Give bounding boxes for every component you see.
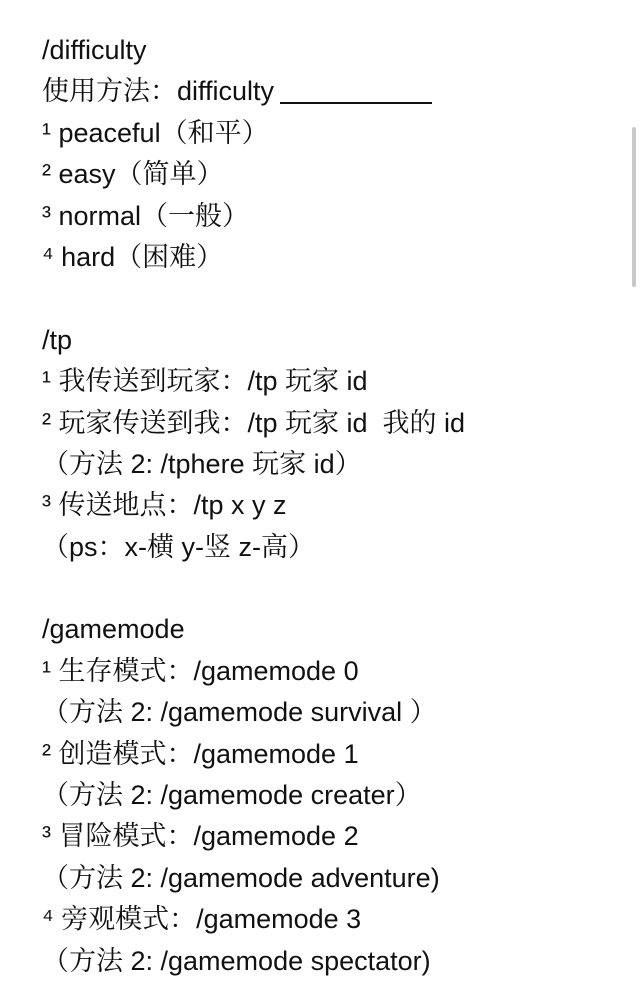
gamemode-survival-alt: （方法 2: /gamemode survival ） <box>42 697 437 728</box>
difficulty-option-peaceful: ¹ peaceful（和平） <box>42 117 269 148</box>
gamemode-adventure: ³ 冒险模式：/gamemode 2 <box>42 821 359 852</box>
difficulty-option-normal: ³ normal（一般） <box>42 200 250 231</box>
tp-item-player-to-me: ² 玩家传送到我：/tp 玩家 id 我的 id <box>42 407 466 438</box>
tp-item-ps-note: （ps：x-横 y-竖 z-高） <box>42 531 315 562</box>
difficulty-usage-line <box>42 71 622 112</box>
note-body <box>42 30 622 982</box>
difficulty-option-hard: ⁴ hard（困难） <box>42 241 224 272</box>
tp-item-to-player: ¹ 我传送到玩家：/tp 玩家 id <box>42 366 368 397</box>
gamemode-survival: ¹ 生存模式：/gamemode 0 <box>42 655 359 686</box>
tp-item-location: ³ 传送地点：/tp x y z <box>42 490 287 521</box>
scrollbar[interactable] <box>632 127 636 287</box>
blank-line <box>42 278 622 319</box>
gamemode-creative: ² 创造模式：/gamemode 1 <box>42 738 359 769</box>
gamemode-spectator-alt: （方法 2: /gamemode spectator) <box>42 945 431 976</box>
tp-item-alt-method: （方法 2: /tphere 玩家 id） <box>42 448 362 479</box>
gamemode-spectator: ⁴ 旁观模式：/gamemode 3 <box>42 904 362 935</box>
difficulty-heading: /difficulty <box>42 35 147 65</box>
tp-heading: /tp <box>42 324 73 355</box>
difficulty-usage-text: 使用方法：difficulty <box>42 76 275 107</box>
gamemode-creative-alt: （方法 2: /gamemode creater） <box>42 780 422 811</box>
blank-underline <box>280 102 432 104</box>
gamemode-heading: /gamemode <box>42 614 185 645</box>
gamemode-adventure-alt: （方法 2: /gamemode adventure) <box>42 862 440 893</box>
blank-line <box>42 568 622 609</box>
difficulty-option-easy: ² easy（简单） <box>42 159 224 190</box>
